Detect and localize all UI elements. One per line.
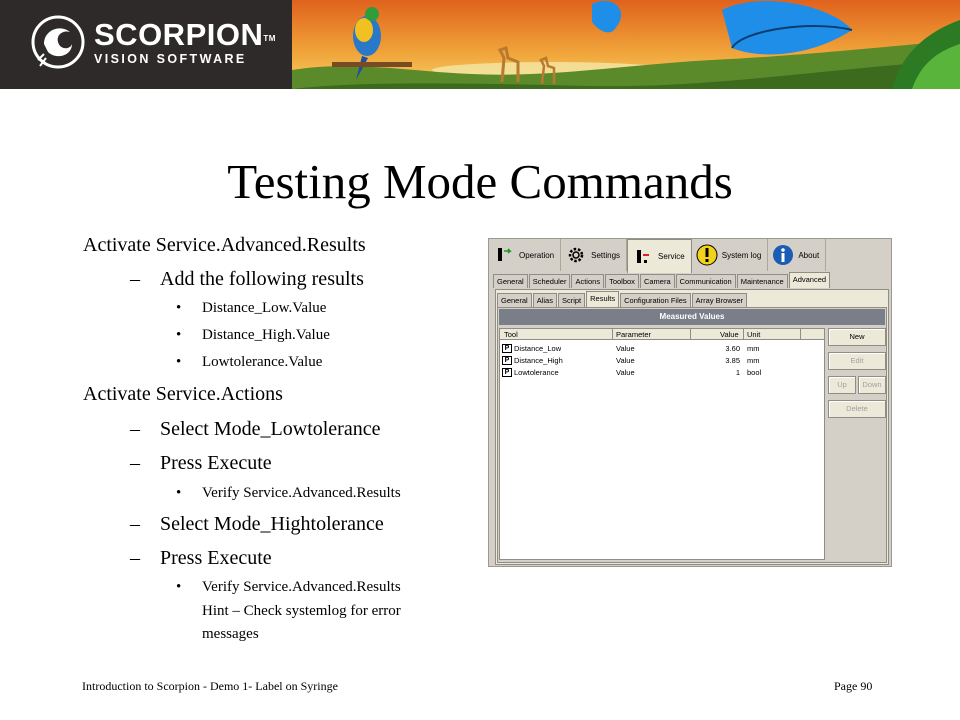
column-header-value[interactable]: Value <box>720 330 739 339</box>
bullet-item: – Select Mode_Lowtolerance <box>130 418 381 440</box>
bullet-item: – Add the following results <box>130 268 364 290</box>
tab-array-browser[interactable]: Array Browser <box>692 293 748 307</box>
tab-about[interactable]: About <box>768 239 826 271</box>
delete-button[interactable]: Delete <box>828 400 886 418</box>
tab-settings[interactable]: Settings <box>561 239 627 271</box>
tab-service[interactable]: Service <box>627 239 692 273</box>
bullet-item: Activate Service.Actions <box>83 383 283 405</box>
bullet-item: – Select Mode_Hightolerance <box>130 513 384 535</box>
bullet-item: • Verify Service.Advanced.Results <box>176 579 401 595</box>
bullet-list <box>0 0 480 650</box>
bullet-item: Hint – Check systemlog for error <box>202 603 401 619</box>
tab-alias[interactable]: Alias <box>533 293 557 307</box>
service-tab-bar <box>493 274 831 288</box>
tab-communication[interactable]: Communication <box>676 274 736 288</box>
tab-advanced-general[interactable]: General <box>497 293 532 307</box>
table-row[interactable]: P Distance_Low Value 3.60 mm <box>500 342 824 354</box>
column-header-unit[interactable]: Unit <box>747 330 761 339</box>
edit-button[interactable]: Edit <box>828 352 886 370</box>
bullet-item: • Distance_High.Value <box>176 327 330 343</box>
column-header-parameter[interactable]: Parameter <box>616 330 652 339</box>
table-row[interactable]: P Lowtolerance Value 1 bool <box>500 366 824 378</box>
info-icon <box>772 244 794 266</box>
advanced-tab-bar <box>497 293 748 307</box>
tab-maintenance[interactable]: Maintenance <box>737 274 788 288</box>
tab-configuration-files[interactable]: Configuration Files <box>620 293 691 307</box>
bullet-item: • Lowtolerance.Value <box>176 354 323 370</box>
bullet-item: messages <box>202 626 259 642</box>
measured-values-header: Measured Values <box>499 309 885 325</box>
page-number: Page 90 <box>834 679 873 693</box>
operation-icon <box>493 244 515 266</box>
plugin-badge: P <box>502 368 512 377</box>
footer-title: Introduction to Scorpion - Demo 1- Label on Syringe <box>82 679 338 693</box>
up-button[interactable]: Up <box>828 376 856 394</box>
tab-script[interactable]: Script <box>558 293 585 307</box>
slide-title: Testing Mode Commands <box>227 154 733 209</box>
bullet-item: • Verify Service.Advanced.Results <box>176 485 401 501</box>
down-button[interactable]: Down <box>858 376 886 394</box>
new-button[interactable]: New <box>828 328 886 346</box>
tab-toolbox[interactable]: Toolbox <box>605 274 639 288</box>
brand-name: SCORPION <box>94 17 264 52</box>
tab-camera[interactable]: Camera <box>640 274 675 288</box>
bullet-item: Activate Service.Advanced.Results <box>83 234 366 256</box>
bullet-item: – Press Execute <box>130 452 272 474</box>
main-tab-bar <box>489 239 891 271</box>
tab-advanced[interactable]: Advanced <box>789 272 830 288</box>
column-header-tool[interactable]: Tool <box>504 330 518 339</box>
table-header <box>500 329 824 340</box>
bullet-item: – Press Execute <box>130 547 272 569</box>
bullet-item: • Distance_Low.Value <box>176 300 327 316</box>
tab-system-log[interactable]: System log <box>692 239 769 271</box>
trademark: TM <box>263 34 276 43</box>
scorpion-app-window <box>488 238 892 567</box>
plugin-badge: P <box>502 344 512 353</box>
tab-operation[interactable]: Operation <box>489 239 561 271</box>
tab-results[interactable]: Results <box>586 291 619 307</box>
warning-icon <box>696 244 718 266</box>
table-row[interactable]: P Distance_High Value 3.85 mm <box>500 354 824 366</box>
tab-scheduler[interactable]: Scheduler <box>529 274 571 288</box>
tab-general[interactable]: General <box>493 274 528 288</box>
plugin-badge: P <box>502 356 512 365</box>
results-table <box>499 328 825 560</box>
brand-subtitle: VISION SOFTWARE <box>94 52 247 66</box>
service-icon <box>632 246 654 268</box>
tab-actions[interactable]: Actions <box>571 274 604 288</box>
gear-icon <box>565 244 587 266</box>
